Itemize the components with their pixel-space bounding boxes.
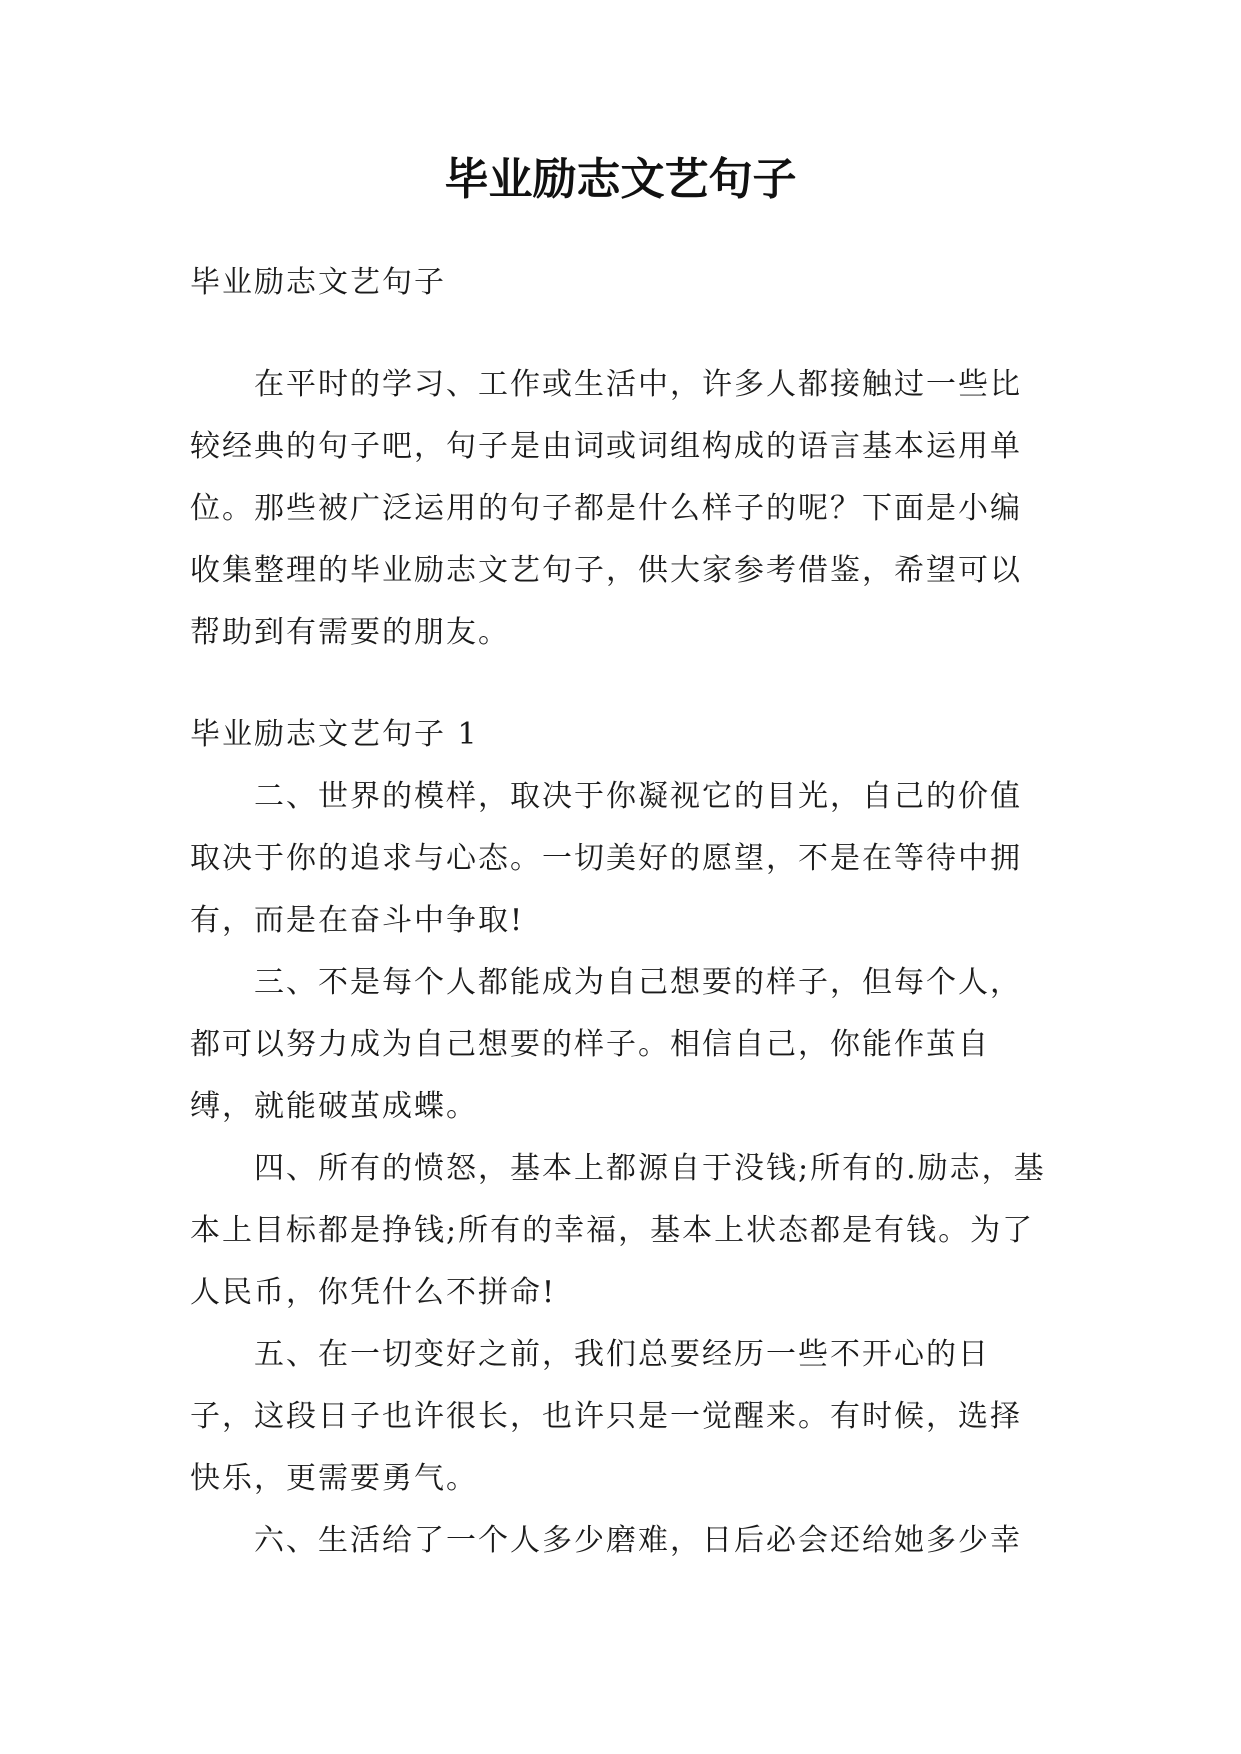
sentence-paragraph-2: 二、世界的模样，取决于你凝视它的目光，自己的价值取决于你的追求与心态。一切美好的愿望，不是在等待中拥有，而是在奋斗中争取! [190, 779, 1022, 938]
intro-paragraph: 在平时的学习、工作或生活中，许多人都接触过一些比较经典的句子吧，句子是由词或词组构成的语言基本运用单位。那些被广泛运用的句子都是什么样子的呢？下面是小编收集整理的毕业励志文艺句子，供大家参考借鉴，希望可以帮助到有需要的朋友。 [190, 367, 1022, 650]
document-title: 毕业励志文艺句子 [444, 154, 797, 205]
section-heading: 毕业励志文艺句子 1 [190, 717, 479, 752]
document-subtitle: 毕业励志文艺句子 [190, 265, 446, 300]
sentence-paragraph-5: 五、在一切变好之前，我们总要经历一些不开心的日子，这段日子也许很长，也许只是一觉醒来。有时候，选择快乐，更需要勇气。 [190, 1337, 1022, 1496]
sentence-paragraph-6: 六、生活给了一个人多少磨难，日后必会还给她多少幸 [254, 1523, 1022, 1558]
sentence-paragraph-3: 三、不是每个人都能成为自己想要的样子，但每个人，都可以努力成为自己想要的样子。相信自己，你能作茧自缚，就能破茧成蝶。 [190, 965, 1022, 1124]
sentence-paragraph-4: 四、所有的愤怒，基本上都源自于没钱;所有的.励志，基本上目标都是挣钱;所有的幸福，基本上状态都是有钱。为了人民币，你凭什么不拼命! [190, 1151, 1046, 1310]
